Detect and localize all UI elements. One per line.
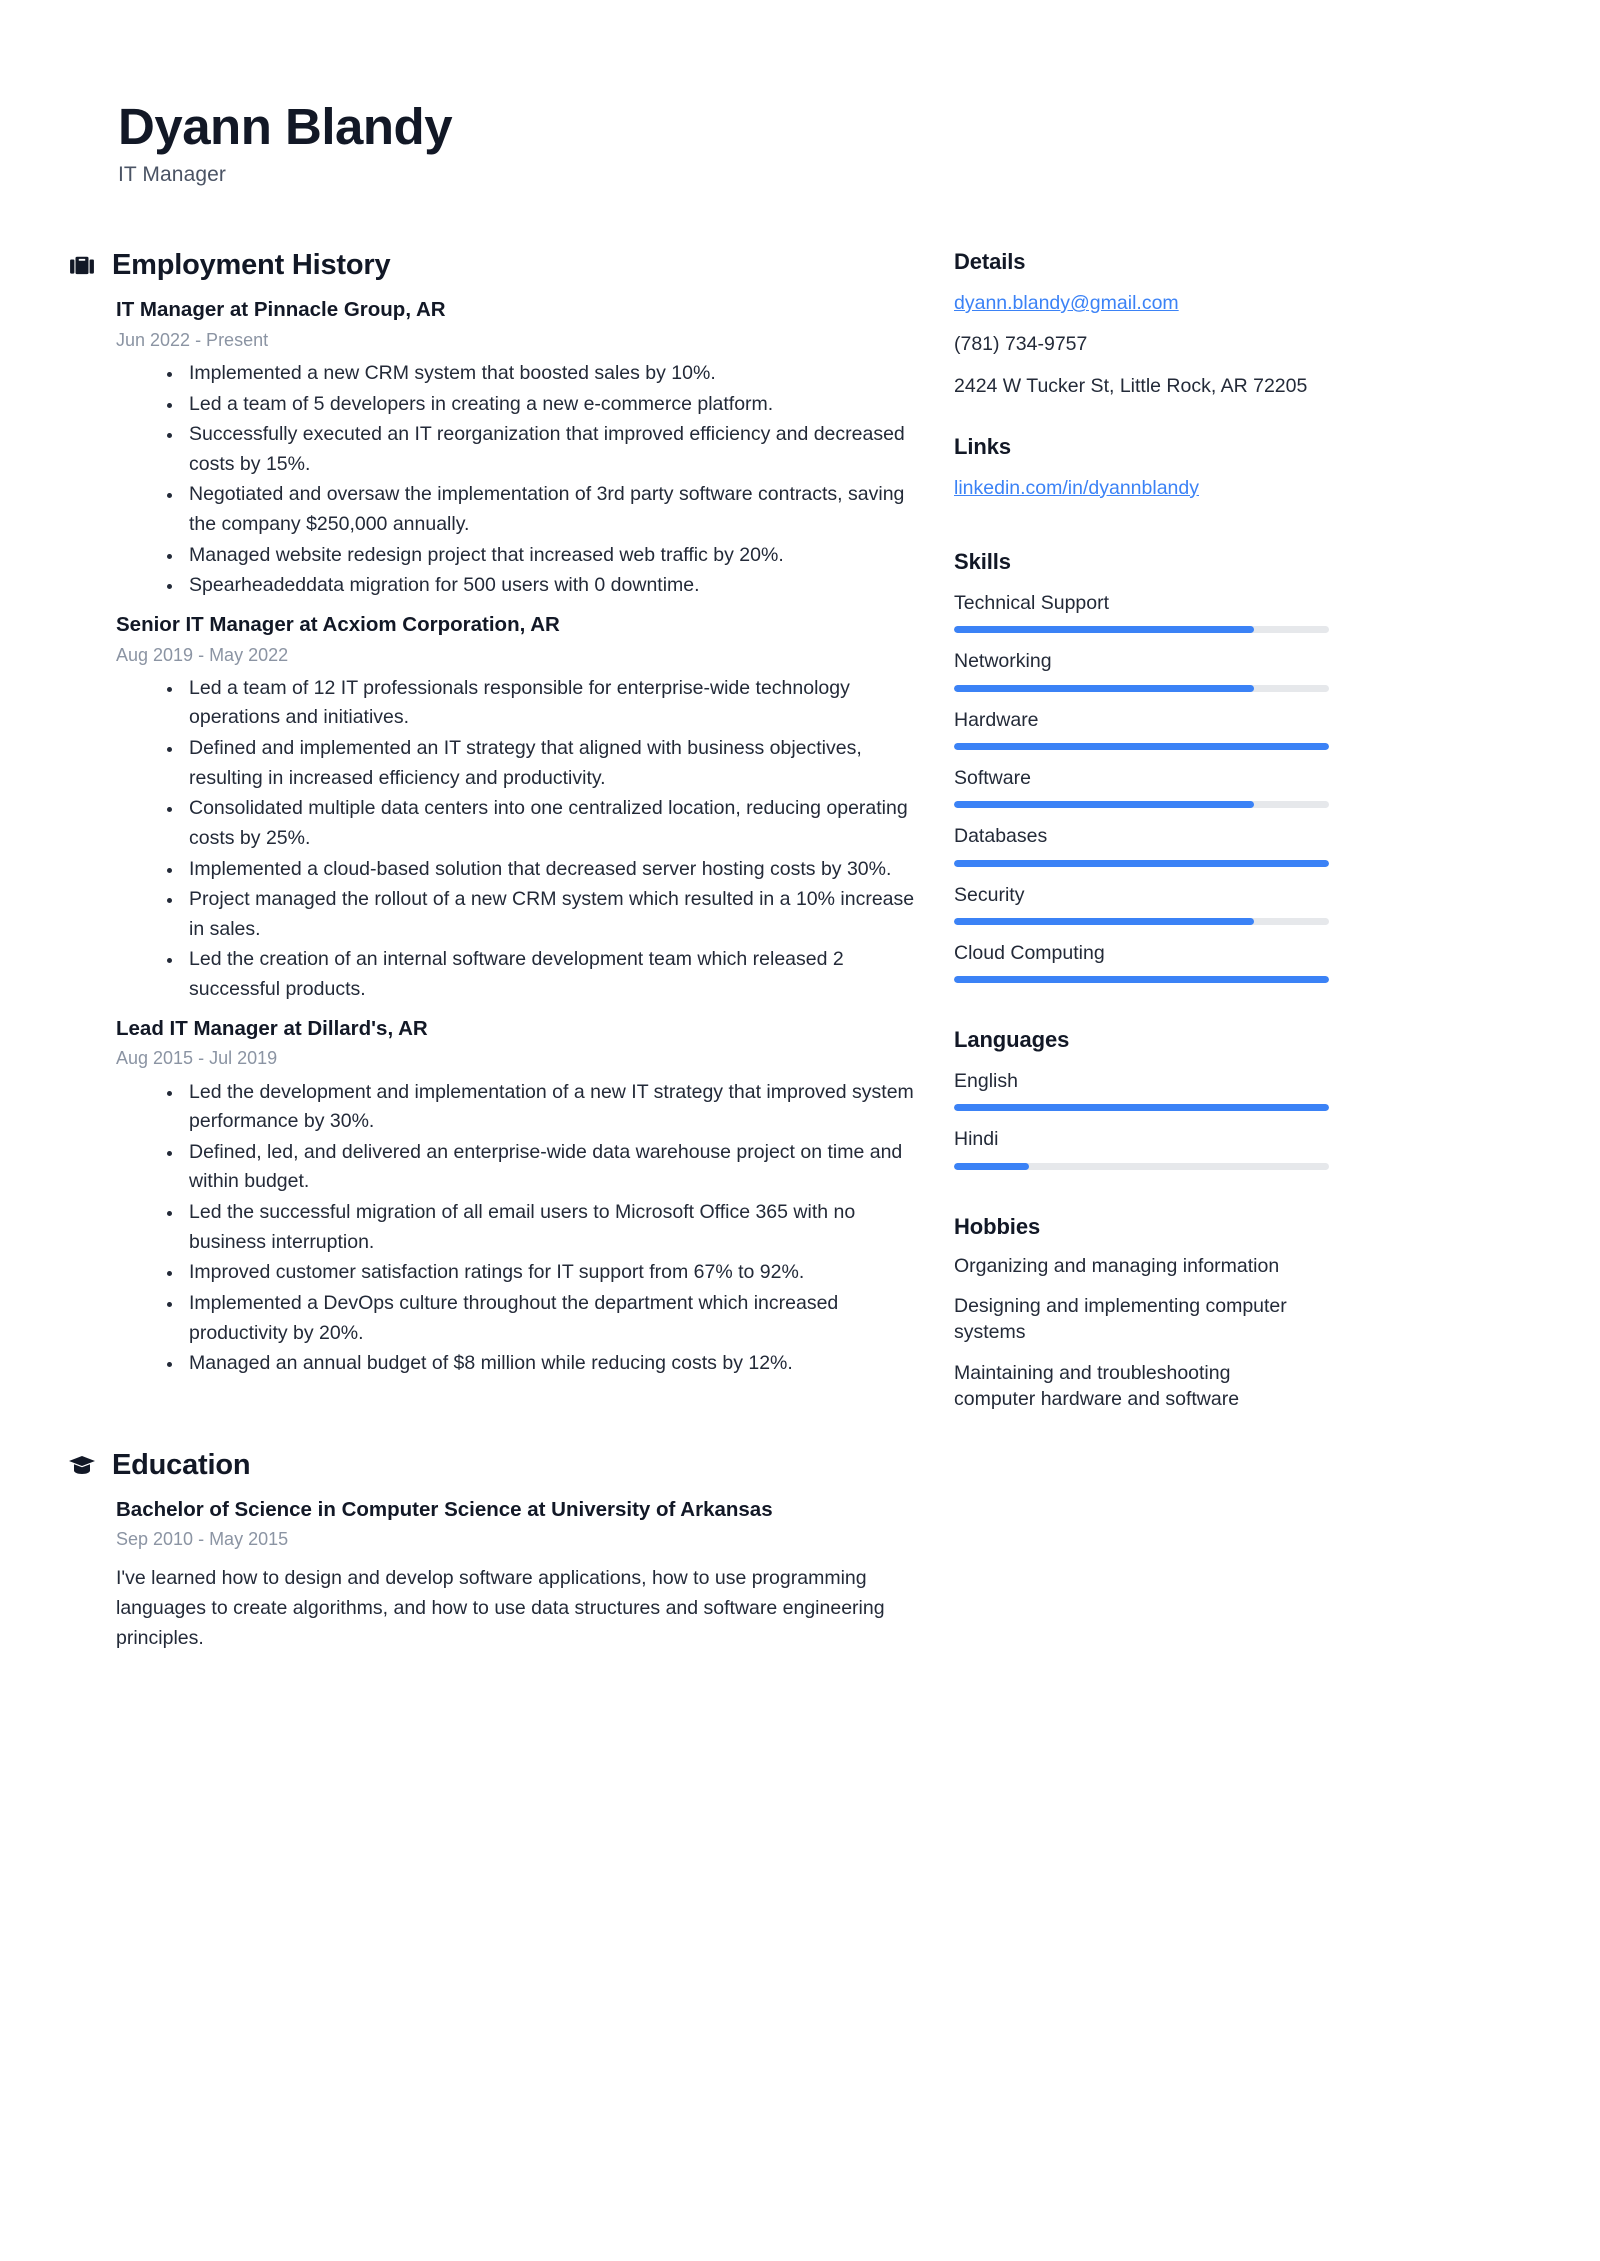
linkedin-link[interactable]: linkedin.com/in/dyannblandy xyxy=(954,476,1199,499)
bullet-item: Successfully executed an IT reorganization that improved efficiency and decreased costs by 15%. xyxy=(163,420,930,479)
employment-entry xyxy=(68,1015,930,1379)
bullet-item: Defined and implemented an IT strategy that aligned with business objectives, resulting in increased efficiency and productivity. xyxy=(163,734,930,793)
bullet-item: Implemented a DevOps culture throughout the department which increased productivity by 20%. xyxy=(163,1289,930,1348)
education-section xyxy=(68,1449,930,1654)
links-block xyxy=(954,434,1530,515)
language-rating-fill xyxy=(954,1104,1329,1111)
hobby-item: Designing and implementing computer systems xyxy=(954,1295,1287,1344)
language-rating-fill xyxy=(954,1163,1029,1170)
main-column xyxy=(0,249,930,1659)
employment-entry-date: Aug 2019 - May 2022 xyxy=(116,644,289,665)
skill-item xyxy=(954,706,1530,750)
education-entry-title: Bachelor of Science in Computer Science at University of Arkansas xyxy=(116,1497,773,1521)
education-title: Education xyxy=(112,1448,251,1481)
employment-entry xyxy=(68,296,930,601)
sidebar-column xyxy=(930,249,1530,1447)
language-label: English xyxy=(954,1070,1018,1093)
employment-entry-title: IT Manager at Pinnacle Group, AR xyxy=(116,298,446,322)
skill-item xyxy=(954,939,1530,983)
bullet-item: Managed website redesign project that increased web traffic by 20%. xyxy=(163,541,930,571)
skills-heading: Skills xyxy=(954,549,1011,575)
briefcase-icon xyxy=(68,251,96,281)
education-entry-date: Sep 2010 - May 2015 xyxy=(116,1529,289,1550)
employment-entry xyxy=(68,611,930,1005)
skill-rating-fill xyxy=(954,918,1254,925)
education-entry xyxy=(68,1496,930,1654)
skill-rating-track xyxy=(954,685,1329,692)
skill-rating-fill xyxy=(954,743,1329,750)
skill-label: Security xyxy=(954,883,1025,906)
skills-block xyxy=(954,549,1530,983)
bullet-item: Negotiated and oversaw the implementation of 3rd party software contracts, saving the company $250,000 annually. xyxy=(163,480,930,539)
skill-item xyxy=(954,822,1530,866)
skill-rating-fill xyxy=(954,685,1254,692)
skill-rating-track xyxy=(954,743,1329,750)
language-rating-track xyxy=(954,1104,1329,1111)
hobbies-heading: Hobbies xyxy=(954,1213,1041,1239)
skill-rating-fill xyxy=(954,801,1254,808)
candidate-name: Dyann Blandy xyxy=(118,98,453,155)
bullet-item: Implemented a cloud-based solution that decreased server hosting costs by 30%. xyxy=(163,855,930,885)
language-label: Hindi xyxy=(954,1128,999,1151)
skill-rating-track xyxy=(954,860,1329,867)
employment-entry-title: Senior IT Manager at Acxiom Corporation, AR xyxy=(116,612,560,636)
bullet-item: Project managed the rollout of a new CRM system which resulted in a 10% increase in sales. xyxy=(163,885,930,944)
education-entry-description: I've learned how to design and develop software applications, how to use programming languages to create algorithms, and how to use data structures and software engineering principles. xyxy=(116,1566,885,1650)
employment-history-section xyxy=(68,249,930,1379)
employment-entry-date: Aug 2015 - Jul 2019 xyxy=(116,1048,278,1069)
language-item xyxy=(954,1067,1530,1111)
skill-item xyxy=(954,589,1530,633)
bullet-item: Led the successful migration of all email users to Microsoft Office 365 with no business interruption. xyxy=(163,1198,930,1257)
employment-entry-date: Jun 2022 - Present xyxy=(116,329,269,350)
bullet-item: Led the development and implementation of a new IT strategy that improved system performance by 30%. xyxy=(163,1078,930,1137)
languages-heading: Languages xyxy=(954,1027,1070,1053)
bullet-item: Defined, led, and delivered an enterprise-wide data warehouse project on time and within budget. xyxy=(163,1138,930,1197)
bullet-item: Consolidated multiple data centers into one centralized location, reducing operating costs by 25%. xyxy=(163,794,930,853)
skill-label: Cloud Computing xyxy=(954,941,1105,964)
employment-history-title: Employment History xyxy=(112,249,391,282)
graduation-cap-icon xyxy=(68,1450,96,1480)
bullet-item: Led the creation of an internal software development team which released 2 successful products. xyxy=(163,945,930,1004)
skill-label: Databases xyxy=(954,825,1048,848)
resume-body xyxy=(0,249,1600,1659)
bullet-item: Implemented a new CRM system that boosted sales by 10%. xyxy=(163,359,930,389)
employment-entry-bullets xyxy=(163,674,930,1005)
email-link[interactable]: dyann.blandy@gmail.com xyxy=(954,292,1179,315)
language-item xyxy=(954,1125,1530,1169)
bullet-item: Led a team of 5 developers in creating a new e-commerce platform. xyxy=(163,390,930,420)
skill-label: Technical Support xyxy=(954,592,1110,615)
skill-label: Networking xyxy=(954,650,1052,673)
employment-entry-bullets xyxy=(163,1078,930,1379)
skill-rating-track xyxy=(954,626,1329,633)
details-heading: Details xyxy=(954,249,1026,275)
skill-label: Hardware xyxy=(954,708,1039,731)
skill-rating-track xyxy=(954,918,1329,925)
skill-item xyxy=(954,764,1530,808)
employment-history-heading xyxy=(68,249,930,282)
hobby-item: Maintaining and troubleshooting computer hardware and software xyxy=(954,1362,1240,1411)
skill-rating-fill xyxy=(954,976,1329,983)
education-heading xyxy=(68,1449,930,1482)
bullet-item: Spearheadeddata migration for 500 users with 0 downtime. xyxy=(163,571,930,601)
skill-label: Software xyxy=(954,766,1031,789)
resume-header xyxy=(0,0,1600,187)
employment-entries xyxy=(68,296,930,1379)
languages-block xyxy=(954,1027,1530,1170)
skill-item xyxy=(954,647,1530,691)
candidate-job-title: IT Manager xyxy=(118,163,226,187)
hobby-item: Organizing and managing information xyxy=(954,1254,1280,1277)
skill-rating-fill xyxy=(954,626,1254,633)
bullet-item: Improved customer satisfaction ratings for IT support from 67% to 92%. xyxy=(163,1258,930,1288)
skill-rating-track xyxy=(954,801,1329,808)
address-text: 2424 W Tucker St, Little Rock, AR 72205 xyxy=(954,374,1308,397)
language-rating-track xyxy=(954,1163,1329,1170)
phone-text: (781) 734-9757 xyxy=(954,333,1088,356)
links-heading: Links xyxy=(954,433,1011,459)
skill-rating-track xyxy=(954,976,1329,983)
skill-item xyxy=(954,881,1530,925)
employment-entry-title: Lead IT Manager at Dillard's, AR xyxy=(116,1016,428,1040)
employment-entry-bullets xyxy=(163,359,930,601)
details-block xyxy=(954,249,1530,400)
bullet-item: Managed an annual budget of $8 million while reducing costs by 12%. xyxy=(163,1349,930,1379)
hobbies-block xyxy=(954,1214,1530,1414)
skill-rating-fill xyxy=(954,860,1329,867)
bullet-item: Led a team of 12 IT professionals responsible for enterprise-wide technology operations and initiatives. xyxy=(163,674,930,733)
